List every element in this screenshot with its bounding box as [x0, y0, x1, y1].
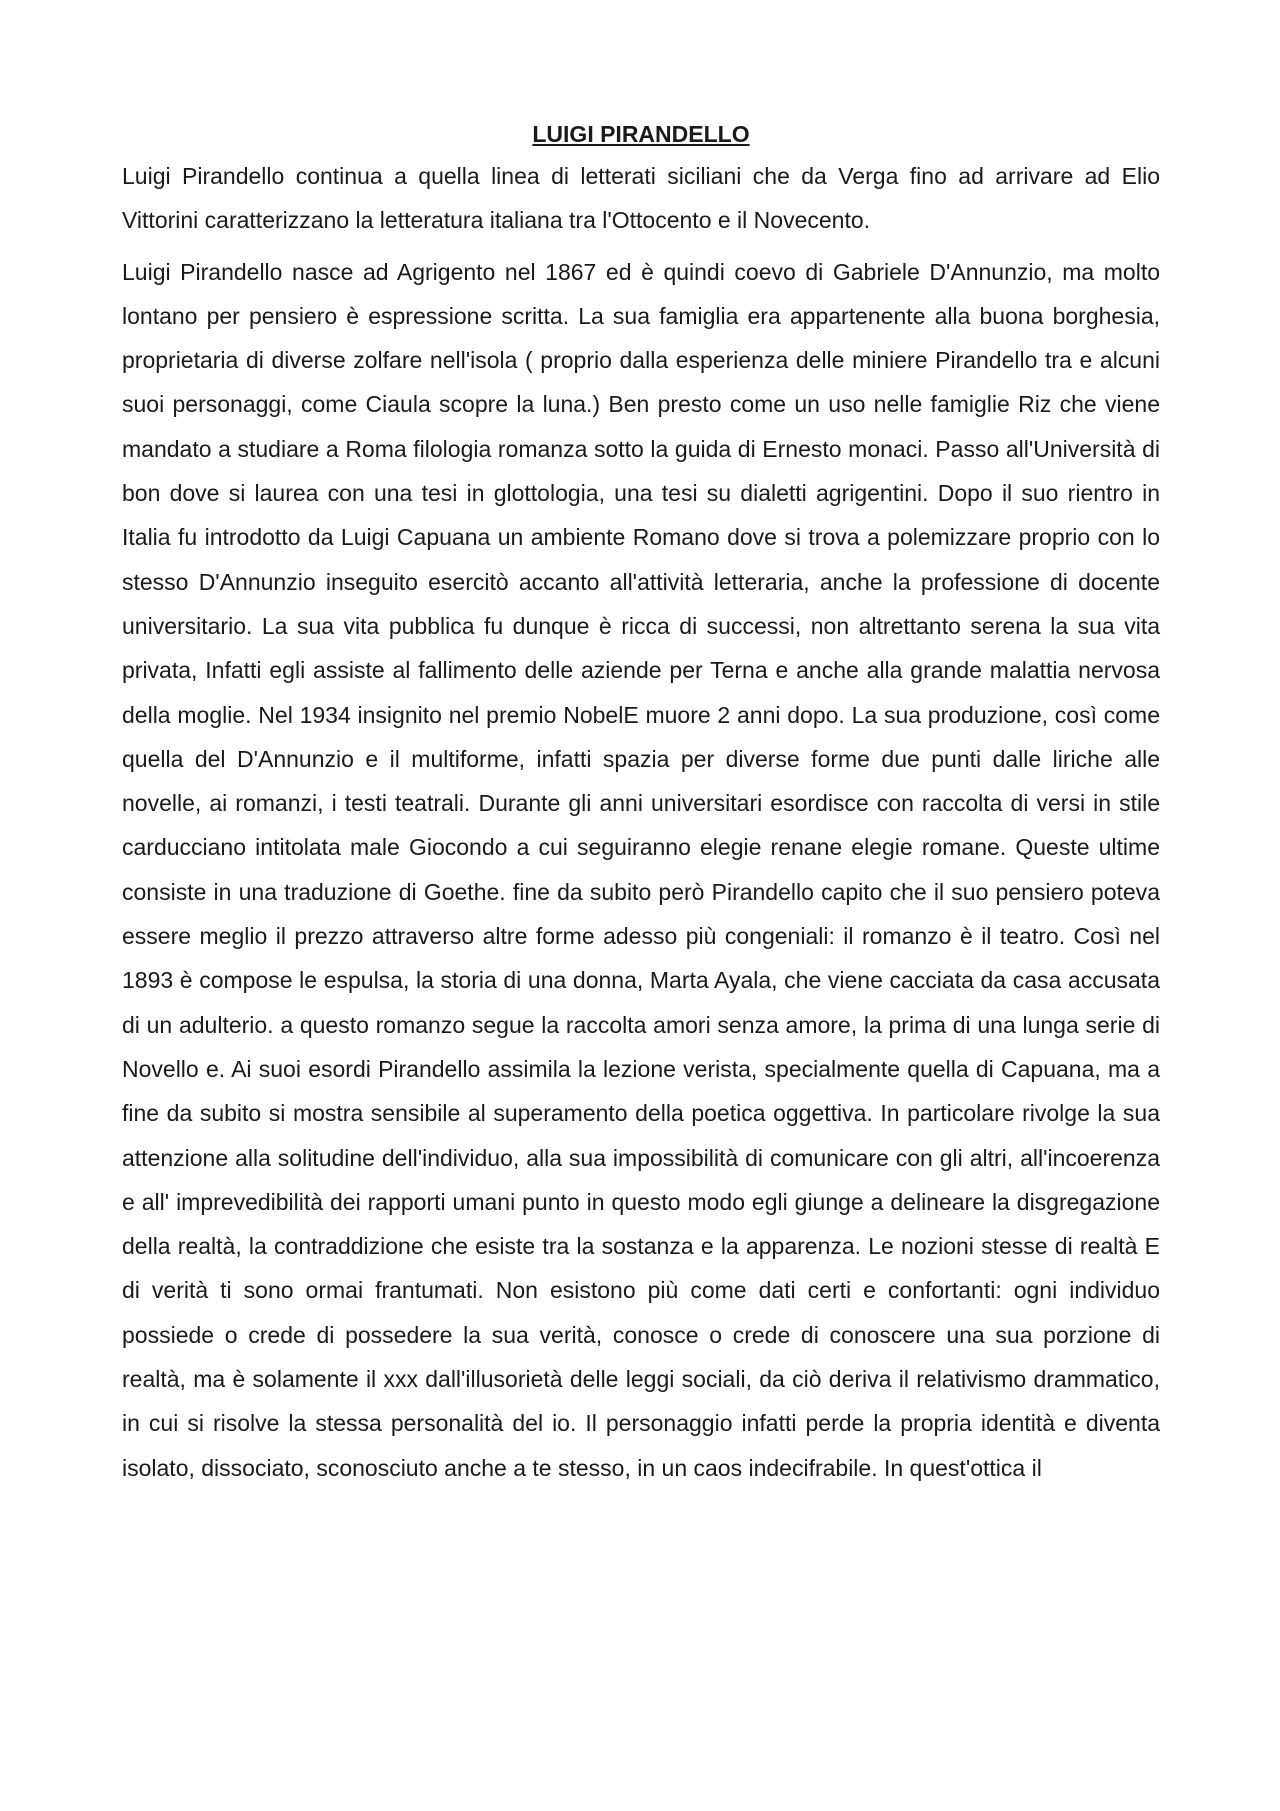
document-title: LUIGI PIRANDELLO [532, 121, 750, 147]
document-page [122, 118, 1160, 1497]
biography-paragraph: Luigi Pirandello nasce ad Agrigento nel 1867 ed è quindi coevo di Gabriele D'Annunzio, ma molto lontano per pensiero è espressione scritta. La sua famiglia era appartenente alla buona borghesia, proprietaria di diverse zolfare nell'isola ( proprio dalla esperienza delle miniere Pirandello tra e alcuni suoi personaggi, come Ciaula scopre la luna.) Ben presto come un uso nelle famiglie Riz che viene mandato a studiare a Roma filologia romanza sotto la guida di Ernesto monaci. Passo all'Università di bon dove si laurea con una tesi in glottologia, una tesi su dialetti agrigentini. Dopo il suo rientro in Italia fu introdotto da Luigi Capuana un ambiente Romano dove si trova a polemizzare proprio con lo stesso D'Annunzio inseguito esercitò accanto all'attività letteraria, anche la professione di docente universitario. La sua vita pubblica fu dunque è ricca di successi, non altrettanto serena la sua vita privata, Infatti egli assiste al fallimento delle aziende per Terna e anche alla grande malattia nervosa della moglie. Nel 1934 insignito nel premio NobelE muore 2 anni dopo. La sua produzione, così come quella del D'Annunzio e il multiforme, infatti spazia per diverse forme due punti dalle liriche alle novelle, ai romanzi, i testi teatrali. Durante gli anni universitari esordisce con raccolta di versi in stile carducciano intitolata male Giocondo a cui seguiranno elegie renane elegie romane. Queste ultime consiste in una traduzione di Goethe. fine da subito però Pirandello capito che il suo pensiero poteva essere meglio il prezzo attraverso altre forme adesso più congeniali: il romanzo è il teatro. Così nel 1893 è compose le espulsa, la storia di una donna, Marta Ayala, che viene cacciata da casa accusata di un adulterio. a questo romanzo segue la raccolta amori senza amore, la prima di una lunga serie di Novello e. Ai suoi esordi Pirandello assimila la lezione verista, specialmente quella di Capuana, ma a fine da subito si mostra sensibile al superamento della poetica oggettiva. In particolare rivolge la sua attenzione alla solitudine dell'individuo, alla sua impossibilità di comunicare con gli altri, all'incoerenza e all' imprevedibilità dei rapporti umani punto in questo modo egli giunge a delineare la disgregazione della realtà, la contraddizione che esiste tra la sostanza e la apparenza. Le nozioni stesse di realtà E di verità ti sono ormai frantumati. Non esistono più come dati certi e confortanti: ogni individuo possiede o crede di possedere la sua verità, conosce o crede di conoscere una sua porzione di realtà, ma è solamente il xxx dall'illusorietà delle leggi sociali, da ciò deriva il relativismo drammatico, in cui si risolve la stessa personalità del io. Il personaggio infatti perde la propria identità e diventa isolato, dissociato, sconosciuto anche a te stesso, in un caos indecifrabile. In quest'ottica il [122, 258, 1160, 1481]
intro-paragraph: Luigi Pirandello continua a quella linea di letterati siciliani che da Verga fino ad arrivare ad Elio Vittorini caratterizzano la letteratura italiana tra l'Ottocento e il Novecento. [122, 163, 1160, 234]
